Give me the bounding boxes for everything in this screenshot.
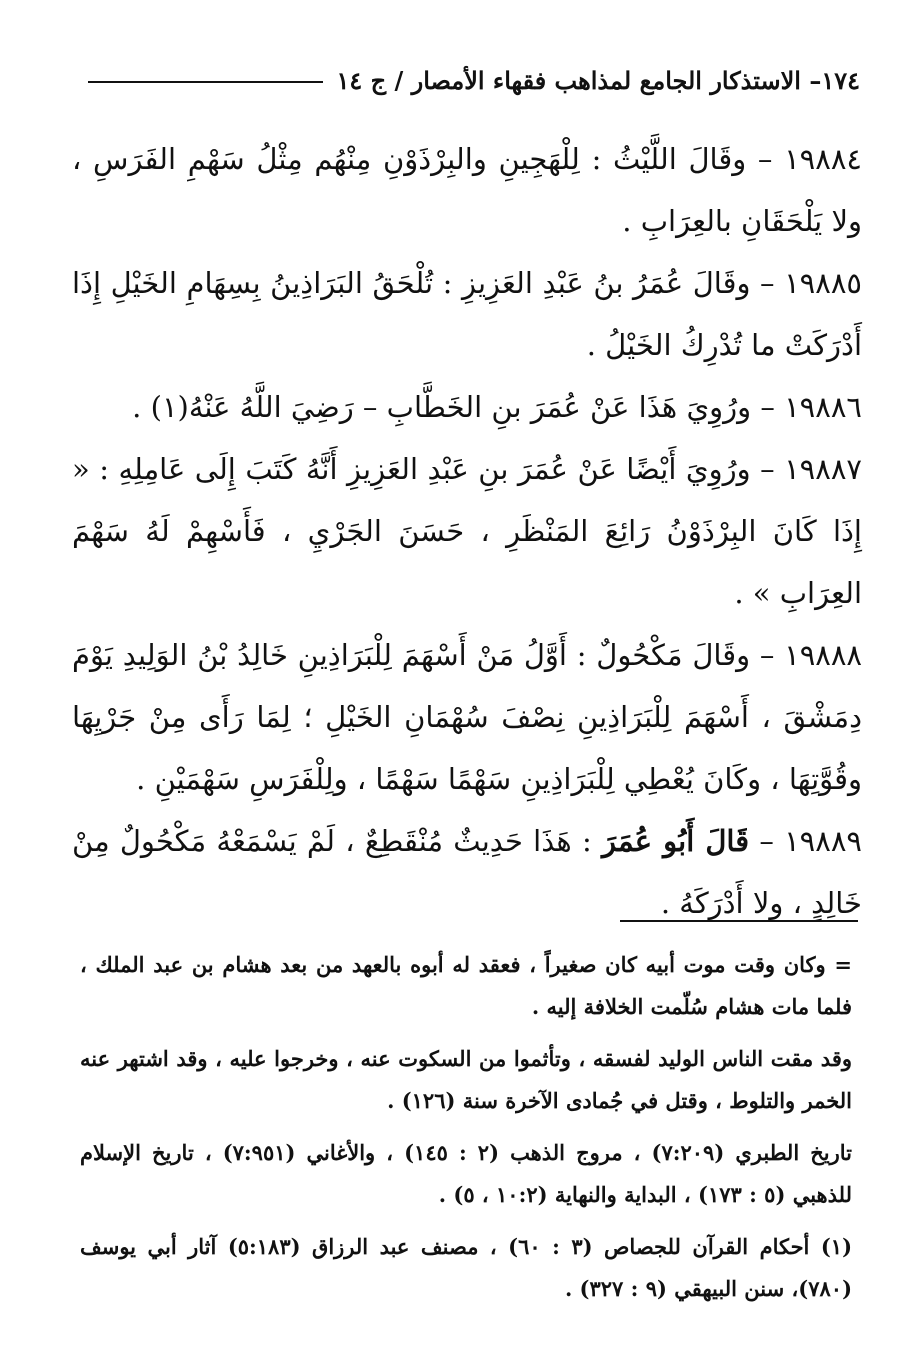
paragraph-number: ١٩٨٨٨ (784, 638, 863, 672)
paragraph-number: ١٩٨٨٧ (784, 452, 862, 486)
paragraph-text: وقَالَ مَكْحُولٌ : أَوَّلُ مَنْ أَسْهَمَ لِلْبَرَاذِينِ خَالِدُ بْنُ الوَلِيدِ يَوْمَ دِمَشْقَ ، أَسْهَمَ لِلْبَرَاذِينِ نِصْفَ سُهْمَانِ الخَيْلِ ؛ لِمَا رَأَى مِنْ جَرْيِهَا وقُوَّتِهَا ، وكَانَ يُعْطِي لِلْبَرَاذِينِ سَهْمًا سَهْمًا ، ولِلْفَرَسِ سَهْمَيْنِ . (72, 638, 862, 796)
header-rule (88, 81, 323, 83)
footnote-separator (620, 920, 858, 922)
paragraph-text: وقَالَ اللَّيْثُ : لِلْهَجِينِ والبِرْذَوْنِ مِنْهُم مِثْلُ سَهْمِ الفَرَسِ ، ولا يَلْحَقَانِ بالعِرَابِ . (72, 142, 862, 238)
footnote-continuation: = وكان وقت موت أبيه كان صغيراً ، فعقد له أبوه بالعهد من بعد هشام بن عبد الملك ، فلما مات هشام سُلّمت الخلافة إليه . (80, 952, 852, 1019)
running-header (88, 62, 860, 98)
paragraph-text: ورُوِيَ هَذَا عَنْ عُمَرَ بنِ الخَطَّابِ – رَضِيَ اللَّهُ عَنْهُ(١) . (132, 390, 752, 424)
paragraph-dash: – (750, 266, 785, 300)
paragraph-19889 (72, 810, 862, 934)
paragraph-19887 (72, 438, 862, 624)
footnote-continuation: تاريخ الطبري (٧:٢٠٩) ، مروج الذهب (٢ : ١٤٥) ، والأغاني (٧:٩٥١) ، تاريخ الإسلام للذهبي (٥ : ١٧٣) ، البداية والنهاية (١٠:٢ ، ٥) . (80, 1140, 852, 1207)
paragraph-19885 (72, 252, 862, 376)
footnotes (80, 944, 852, 1320)
paragraph-19886 (72, 376, 862, 438)
paragraph-text: ورُوِيَ أَيْضًا عَنْ عُمَرَ بنِ عَبْدِ العَزِيزِ أَنَّهُ كَتَبَ إِلَى عَامِلِهِ : « إِذَا كَانَ البِرْذَوْنُ رَائِعَ المَنْظَرِ ، حَسَنَ الجَرْيِ ، فَأَسْهِمْ لَهُ سَهْمَ العِرَابِ » . (72, 452, 862, 610)
paragraph-text: وقَالَ عُمَرُ بنُ عَبْدِ العَزِيزِ : تُلْحَقُ البَرَاذِينُ بِسِهَامِ الخَيْلِ إِذَا أَدْرَكَتْ ما تُدْرِكُ الخَيْلُ . (72, 266, 862, 362)
paragraph-dash: – (750, 452, 785, 486)
paragraph-dash: – (746, 142, 785, 176)
paragraph-number: ١٩٨٨٤ (784, 142, 862, 176)
footnote-continuation: وقد مقت الناس الوليد لفسقه ، وتأثموا من السكوت عنه ، وخرجوا عليه ، وقد اشتهر عنه الخمر والتلوط ، وقتل في جُمادى الآخرة سنة (١٢٦) . (80, 1046, 852, 1113)
paragraph-dash: – (749, 824, 785, 858)
paragraph-dash: – (750, 638, 785, 672)
paragraph-19884 (72, 128, 862, 252)
paragraph-number: ١٩٨٨٦ (784, 390, 862, 424)
footnote-1: (١) أحكام القرآن للجصاص (٣ : ٦٠) ، مصنف عبد الرزاق (٥:١٨٣) آثار أبي يوسف (٧٨٠)، سنن البيهقي (٩ : ٣٢٧) . (80, 1234, 852, 1301)
running-header-title: ١٧٤– الاستذكار الجامع لمذاهب فقهاء الأمصار / ج ١٤ (336, 65, 860, 95)
paragraph-19888 (72, 624, 862, 810)
paragraph-dash: – (751, 390, 785, 424)
paragraph-lead: قَالَ أَبُو عُمَرَ (601, 824, 750, 858)
paragraph-number: ١٩٨٨٥ (784, 266, 862, 300)
main-text (72, 128, 862, 934)
paragraph-text: : هَذَا حَدِيثٌ مُنْقَطِعٌ ، لَمْ يَسْمَعْهُ مَكْحُولٌ مِنْ خَالِدٍ ، ولا أَدْرَكَهُ . (72, 824, 862, 920)
paragraph-number: ١٩٨٨٩ (784, 824, 862, 858)
